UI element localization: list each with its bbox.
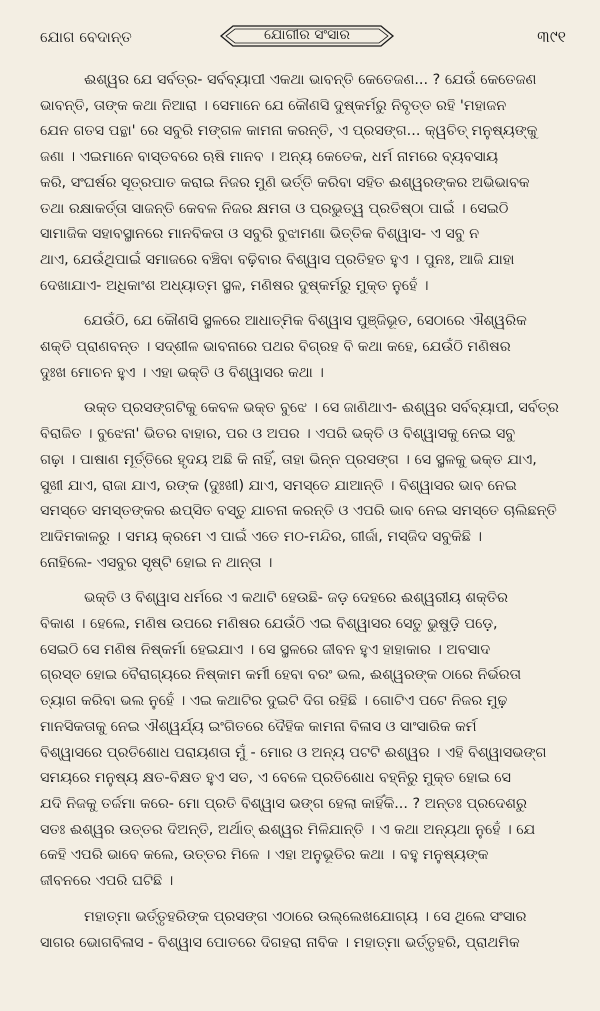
page-body [40,68,574,956]
paragraph-1: ଈଶ୍ୱର ଯେ ସର୍ବତ୍ର- ସର୍ବବ୍ୟାପୀ ଏକଥା ଭାବନ୍ତି କେତେଜଣ... ? ଯେଉଁ କେତେଜଣ ଭାବନ୍ତି, ତାଙ୍କ କଥା ନିଆରା । ସେମାନେ ଯେ କୌଣସି ଦୁଷ୍କର୍ମରୁ ନିବୃତ୍ତ ରହି 'ମହାଜନ ଯେନ ଗତସ ପନ୍ଥା' ରେ ସବୁରି ମଙ୍ଗଳ କାମନା କରନ୍ତି, ଏ ପ୍ରସଙ୍ଗ... କ୍ୱଚିତ୍ ମନୁଷ୍ୟଙ୍କୁ ଜଣା । ଏଇମାନେ ବାସ୍ତବରେ ଋଷି ମାନବ । ଅନ୍ୟ କେତେକ, ଧର୍ମ ନାମରେ ବ୍ୟବସାୟ କରି, ସଂଘର୍ଷର ସୂତ୍ରପାତ କରାଇ ନିଜର ମୁଣି ଭର୍ତ୍ତି କରିବା ସହିତ ଈଶ୍ୱରଙ୍କର ଅଭିଭାବକ ତଥା ରକ୍ଷାକର୍ତ୍ତା ସାଜନ୍ତି କେବଳ ନିଜର କ୍ଷମତା ଓ ପ୍ରଭୁତ୍ୱ ପ୍ରତିଷ୍ଠା ପାଇଁ । ସେଇଠି ସାମାଜିକ ସହାବସ୍ଥାନରେ ମାନବିକତା ଓ ସବୁରି ବୁଝାମଣା ଭିତ୍ତିକ ବିଶ୍ୱାସ- ଏ ସବୁ ନ ଥାଏ, ଯେଉଁଥିପାଇଁ ସମାଜରେ ବଞ୍ଚିବା ବଢ଼ିବାର ବିଶ୍ୱାସ ପ୍ରତିହତ ହୁଏ । ପୁନଃ, ଆଜି ଯାହା ଦେଖାଯାଏ- ଅଧିକାଂଶ ଅଧ୍ୟାତ୍ମ ସ୍ଥଳ, ମଣିଷର ଦୁଷ୍କର୍ମରୁ ମୁକ୍ତ ନୁହେଁ । [40,72,538,294]
chapter-title-frame [219,24,395,48]
paragraph-4: ଭକ୍ତି ଓ ବିଶ୍ୱାସ ଧର୍ମରେ ଏ କଥାଟି ହେଉଛି- ଜଡ଼ ଦେହରେ ଈଶ୍ୱରୀୟ ଶକ୍ତିର ବିକାଶ । ହେଲେ, ମଣିଷ ଉପରେ ମଣିଷର ଯେଉଁଠି ଏଇ ବିଶ୍ୱାସର ସେତୁ ଭୁଷୁଡ଼ି ପଡ଼େ, ସେଇଠି ସେ ମଣିଷ ନିଷ୍କର୍ମା ହେଇଯାଏ । ସେ ସ୍ଥଳରେ ଜୀବନ ହୁଏ ହାହାକାର । ଅବସାଦ ଗ୍ରସ୍ତ ହୋଇ ବୈରାଗ୍ୟରେ ନିଷ୍କାମ କର୍ମୀ ହେବା ବରଂ ଭଲ, ଈଶ୍ୱରଙ୍କ ଠାରେ ନିର୍ଭରତା ତ୍ୟାଗ କରିବା ଭଲ ନୁହେଁ । ଏଇ କଥାଟିର ଦୁଇଟି ଦିଗ ରହିଛି । ଗୋଟିଏ ପଟେ ନିଜର ମୁଢ଼ ମାନସିକତାକୁ ନେଇ ଐଶ୍ୱର୍ଯ୍ୟ ଇଂଗିତରେ ଦୈହିକ କାମନା ବିଳାସ ଓ ସାଂସାରିକ କର୍ମ ବିଶ୍ୱାସରେ ପ୍ରତିଶୋଧ ପରାୟଣତା ମୁଁ - ମୋର ଓ ଅନ୍ୟ ପଟଟି ଈଶ୍ୱର । ଏହି ବିଶ୍ୱାସଭଙ୍ଗ ସମୟରେ ମନୁଷ୍ୟ କ୍ଷତ-ବିକ୍ଷତ ହୁଏ ସତ, ଏ ବେଳେ ପ୍ରତିଶୋଧ ବହ୍ନିରୁ ମୁକ୍ତ ହୋଇ ସେ ଯଦି ନିଜକୁ ତର୍ଜମା କରେ- ମୋ ପ୍ରତି ବିଶ୍ୱାସ ଭଙ୍ଗ ହେଲା କାହିଁକି... ? ଅନ୍ତଃ ପ୍ରଦେଶରୁ ସତଃ ଈଶ୍ୱର ଉତ୍ତର ଦିଅନ୍ତି, ଅର୍ଥାତ୍ ଈଶ୍ୱର ମିଳିଯାନ୍ତି । ଏ କଥା ଅନ୍ୟଥା ନୁହେଁ । ଯେ କେହି ଏପରି ଭାବେ କଲେ, ଉତ୍ତର ମିଳେ । ଏହା ଅନୁଭୂତିର କଥା । ବହୁ ମନୁଷ୍ୟଙ୍କ ଜୀବନରେ ଏପରି ଘଟିଛି । [40,590,547,890]
paragraph-2: ଯେଉଁଠି, ଯେ କୌଣସି ସ୍ଥଳରେ ଆଧାତ୍ମିକ ବିଶ୍ୱାସ ପୁଞ୍ଜିଭୂତ, ସେଠାରେ ଐଶ୍ୱରିକ ଶକ୍ତି ପ୍ରାଣବନ୍ତ । ସଦ୍‌ଶୀଳ ଭାବନାରେ ପଥର ବିଗ୍ରହ ବି କଥା କହେ, ଯେଉଁଠି ମଣିଷର ଦୁଃଖ ମୋଚନ ହୁଏ । ଏହା ଭକ୍ତି ଓ ବିଶ୍ୱାସର କଥା । [40,313,527,381]
page-number: ୩୯୧ [537,27,566,46]
running-header [40,20,574,54]
chapter-title: ଯୋଗୀର ସଂସାର [263,27,351,43]
paragraph-5: ମହାତ୍ମା ଭର୍ତ୍ତୃହରିଙ୍କ ପ୍ରସଙ୍ଗ ଏଠାରେ ଉଲ୍ଲେଖଯୋଗ୍ୟ । ସେ ଥିଲେ ସଂସାର ସାଗର ଭୋଗବିଳାସ - ବିଶ୍ୱାସ ପୋତରେ ଦିଗହରା ନାବିକ । ମହାତ୍ମା ଭର୍ତ୍ତୃହରି, ପ୍ରାଥମିକ [40,908,527,951]
book-title: ଯୋଗ ବେଦାନ୍ତ [40,28,132,46]
paragraph-3: ଉକ୍ତ ପ୍ରସଙ୍ଗଟିକୁ କେବଳ ଭକ୍ତ ବୁଝେ । ସେ ଜାଣିଥାଏ- ଈଶ୍ୱର ସର୍ବବ୍ୟାପୀ, ସର୍ବତ୍ର ବିରାଜିତ । ବୁଝେନା' ଭିତର ବାହାର, ପର ଓ ଅପର । ଏପରି ଭକ୍ତି ଓ ବିଶ୍ୱାସକୁ ନେଇ ସବୁ ଗଢ଼ା । ପାଷାଣ ମୂର୍ତ୍ତିରେ ହୃଦୟ ଅଛି କି ନାହିଁ, ତାହା ଭିନ୍ନ ପ୍ରସଙ୍ଗ । ସେ ସ୍ଥଳକୁ ଭକ୍ତ ଯାଏ, ସୁଖୀ ଯାଏ, ରାଜା ଯାଏ, ରଙ୍କ (ଦୁଃଖୀ) ଯାଏ, ସମସ୍ତେ ଯାଆନ୍ତି । ବିଶ୍ୱାସର ଭାବ ନେଇ ସମସ୍ତେ ସମସ୍ତଙ୍କର ଈପ୍ସିତ ବସ୍ତୁ ଯାଚନା କରନ୍ତି ଓ ଏପରି ଭାବ ନେଇ ସମସ୍ତେ ଚାଲିଛନ୍ତି ଆଦିମକାଳରୁ । ସମୟ କ୍ରମେ ଏ ପାଇଁ ଏତେ ମଠ-ମନ୍ଦିର, ଗୀର୍ଜା, ମସ୍‌ଜିଦ ସବୁକିଛି । ନୋହିଲେ- ଏସବୁର ସୃଷ୍ଟି ହୋଇ ନ ଥାନ୍ତା । [40,400,559,571]
